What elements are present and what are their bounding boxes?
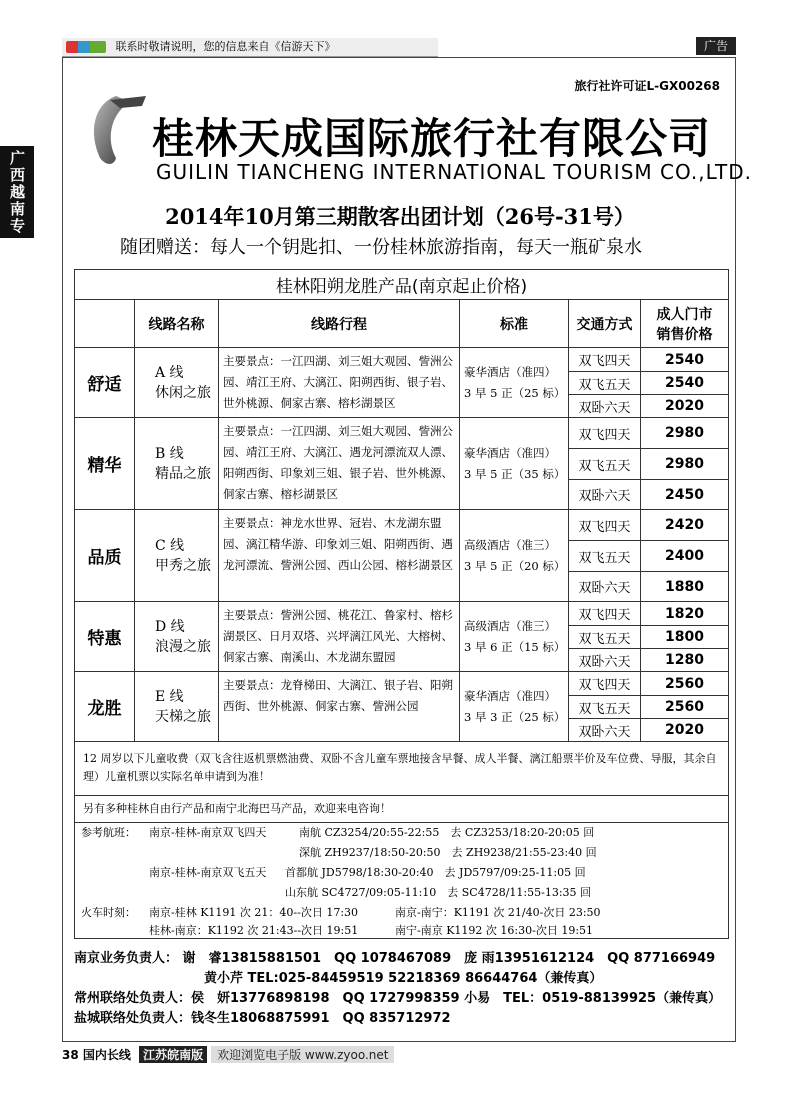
header-price: 成人门市销售价格 — [641, 300, 728, 348]
price-value: 2020 — [641, 719, 728, 742]
contact-label: 盐城联络处负责人： — [74, 1011, 192, 1026]
company-name-cn: 桂林天成国际旅行社有限公司 — [152, 114, 712, 163]
contact-changzhou — [74, 989, 721, 1009]
company-name-en: GUILIN TIANCHENG INTERNATIONAL TOURISM CO.,LTD. — [156, 160, 752, 184]
page-footer — [62, 1046, 394, 1063]
transport-mode: 双飞四天 — [569, 672, 641, 696]
header-transport: 交通方式 — [569, 300, 641, 348]
route-name — [135, 418, 219, 510]
price-value: 2980 — [641, 449, 728, 480]
route-line: B 线 — [155, 445, 184, 462]
route-name — [135, 348, 219, 418]
price-value: 2560 — [641, 696, 728, 719]
price-value: 1280 — [641, 649, 728, 672]
train-label: 火车时刻： — [81, 906, 136, 919]
flight-route: 南京-桂林-南京双飞五天 — [149, 866, 267, 879]
flights-label: 参考航班： — [81, 826, 136, 839]
plan-title: 2014年10月第三期散客出团计划（26号-31号） — [165, 204, 635, 229]
section-name: 国内长线 — [82, 1048, 131, 1062]
route-itinerary: 主要景点：訾洲公园、桃花江、鲁家村、榕杉湖景区、日月双塔、兴坪漓江风光、大榕树、侗家古寨、南溪山、木龙湖东盟园 — [219, 602, 460, 672]
top-info-text: 联系时敬请说明，您的信息来自《信游天下》 — [115, 40, 336, 53]
price-value: 2560 — [641, 672, 728, 696]
contact-label: 南京业务负责人： — [74, 951, 179, 966]
contact-label: 常州联络处负责人： — [74, 991, 192, 1006]
child-fee-note: 12 周岁以下儿童收费（双飞含往返机票燃油费、双卧不含儿童车票地接含早餐、成人半餐、漓江船票半价及车位费、导服，其余自理）儿童机票以实际名单申请到为准！ — [75, 742, 728, 796]
route-category: 舒适 — [75, 348, 135, 418]
price-value: 2400 — [641, 541, 728, 572]
transport-mode: 双卧六天 — [569, 572, 641, 602]
more-products-note: 另有多种桂林自由行产品和南宁北海巴马产品，欢迎来电咨询！ — [83, 802, 391, 815]
flight-info: 南航 CZ3254/20:55-22:55 去 CZ3253/18:20-20:05 回 — [299, 826, 595, 839]
route-itinerary: 主要景点：龙脊梯田、大漓江、银子岩、阳朔西街、世外桃源、侗家古寨、訾洲公园 — [219, 672, 460, 742]
header-itinerary: 线路行程 — [219, 300, 460, 348]
contact-nanjing — [74, 949, 721, 969]
transport-mode: 双飞五天 — [569, 372, 641, 395]
table-title: 桂林阳朔龙胜产品(南京起止价格) — [75, 270, 728, 300]
train-info: 南京-桂林 K1191 次 21：40--次日 17:30 — [149, 906, 359, 919]
route-category: 品质 — [75, 510, 135, 602]
contact-info: 钱冬生18068875991 QQ 835712972 — [191, 1011, 451, 1026]
route-category: 精华 — [75, 418, 135, 510]
flight-route: 南京-桂林-南京双飞四天 — [149, 826, 267, 839]
contact-info: 侯 妍13776898198 QQ 1727998359 小易 TEL：0519-88139925（兼传真） — [191, 991, 722, 1006]
transport-mode: 双飞四天 — [569, 348, 641, 372]
top-info-bar — [62, 38, 438, 57]
contact-yancheng — [74, 1009, 721, 1029]
route-title: 浪漫之旅 — [155, 638, 211, 655]
route-standard — [460, 348, 569, 418]
license-number: 旅行社许可证L-GX00268 — [574, 79, 720, 93]
brand-logo-icon — [66, 41, 106, 53]
route-standard — [460, 418, 569, 510]
train-info: 南宁-南京 K1192 次 16:30-次日 19:51 — [395, 924, 594, 937]
price-value: 2020 — [641, 395, 728, 418]
train-info: 南京-南宁：K1191 次 21/40-次日 23:50 — [395, 906, 601, 919]
route-standard — [460, 602, 569, 672]
price-value: 1880 — [641, 572, 728, 602]
route-standard — [460, 672, 569, 742]
flight-info: 深航 ZH9237/18:50-20:50 去 ZH9238/21:55-23:40 回 — [299, 846, 597, 859]
contact-nanjing-2 — [74, 969, 721, 989]
transport-mode: 双卧六天 — [569, 719, 641, 742]
price-value: 2980 — [641, 418, 728, 449]
transport-mode: 双卧六天 — [569, 480, 641, 510]
flight-info: 山东航 SC4727/09:05-11:10 去 SC4728/11:55-13:35 回 — [285, 886, 592, 899]
contacts — [74, 949, 721, 1029]
route-itinerary: 主要景点：一江四湖、刘三姐大观园、訾洲公园、靖江王府、大漓江、遇龙河漂流双人漂、阳朔西街、印象刘三姐、银子岩、世外桃源、侗家古寨、榕杉湖景区 — [219, 418, 460, 510]
price-value: 2420 — [641, 510, 728, 541]
contact-info: 谢 睿13815881501 QQ 1078467089 庞 雨13951612124 QQ 877166949 — [182, 951, 716, 966]
route-title: 天梯之旅 — [155, 708, 211, 725]
price-value: 1800 — [641, 626, 728, 649]
transport-mode: 双卧六天 — [569, 649, 641, 672]
transport-mode: 双飞四天 — [569, 510, 641, 541]
hotel-grade: 高级酒店（准三） — [464, 618, 556, 633]
website-link[interactable]: 欢迎浏览电子版 www.zyoo.net — [211, 1046, 394, 1063]
transport-mode: 双卧六天 — [569, 395, 641, 418]
transport-mode: 双飞四天 — [569, 602, 641, 626]
price-table — [74, 269, 729, 823]
side-tab: 广西越南专 — [0, 146, 34, 238]
price-value: 2540 — [641, 372, 728, 395]
header-standard: 标准 — [460, 300, 569, 348]
header-blank — [75, 300, 135, 348]
gift-note: 随团赠送：每人一个钥匙扣、一份桂林旅游指南，每天一瓶矿泉水 — [120, 237, 642, 258]
transport-mode: 双飞五天 — [569, 626, 641, 649]
flight-info: 首都航 JD5798/18:30-20:40 去 JD5797/09:25-11:05 回 — [285, 866, 586, 879]
meal-plan: 3 早 5 正（20 标） — [464, 558, 566, 573]
meal-plan: 3 早 5 正（35 标） — [464, 466, 566, 481]
transport-mode: 双飞五天 — [569, 541, 641, 572]
route-line: A 线 — [155, 364, 184, 381]
route-title: 精品之旅 — [155, 465, 211, 482]
price-value: 1820 — [641, 602, 728, 626]
route-name — [135, 510, 219, 602]
route-line: E 线 — [155, 688, 184, 705]
hotel-grade: 豪华酒店（准四） — [464, 688, 556, 703]
transport-mode: 双飞四天 — [569, 418, 641, 449]
hotel-grade: 豪华酒店（准四） — [464, 364, 556, 379]
route-category: 龙胜 — [75, 672, 135, 742]
meal-plan: 3 早 6 正（15 标） — [464, 639, 566, 654]
route-title: 甲秀之旅 — [155, 557, 211, 574]
ad-label: 广告 — [696, 37, 736, 55]
meal-plan: 3 早 5 正（25 标） — [464, 385, 566, 400]
hotel-grade: 高级酒店（准三） — [464, 537, 556, 552]
route-name — [135, 672, 219, 742]
meal-plan: 3 早 3 正（25 标） — [464, 709, 566, 724]
transport-mode: 双飞五天 — [569, 696, 641, 719]
header-route-name: 线路名称 — [135, 300, 219, 348]
reference-flights — [74, 822, 729, 939]
route-title: 休闲之旅 — [155, 384, 211, 401]
company-logo-icon — [86, 92, 148, 168]
route-itinerary: 主要景点：一江四湖、刘三姐大观园、訾洲公园、靖江王府、大漓江、阳朔西街、银子岩、世外桃源、侗家古寨、榕杉湖景区 — [219, 348, 460, 418]
contact-info: 黄小芹 TEL:025-84459519 52218369 86644764（兼传真） — [204, 971, 603, 986]
train-info: 桂林-南京：K1192 次 21:43--次日 19:51 — [149, 924, 359, 937]
route-name — [135, 602, 219, 672]
route-line: C 线 — [155, 537, 185, 554]
route-category: 特惠 — [75, 602, 135, 672]
route-standard — [460, 510, 569, 602]
route-itinerary: 主要景点：神龙水世界、冠岩、木龙湖东盟园、漓江精华游、印象刘三姐、阳朔西街、遇龙河漂流、訾洲公园、西山公园、榕杉湖景区 — [219, 510, 460, 602]
edition-tag: 江苏皖南版 — [139, 1046, 207, 1063]
hotel-grade: 豪华酒店（准四） — [464, 445, 556, 460]
transport-mode: 双飞五天 — [569, 449, 641, 480]
page-number: 38 — [62, 1048, 79, 1062]
route-line: D 线 — [155, 618, 185, 635]
price-value: 2540 — [641, 348, 728, 372]
price-value: 2450 — [641, 480, 728, 510]
